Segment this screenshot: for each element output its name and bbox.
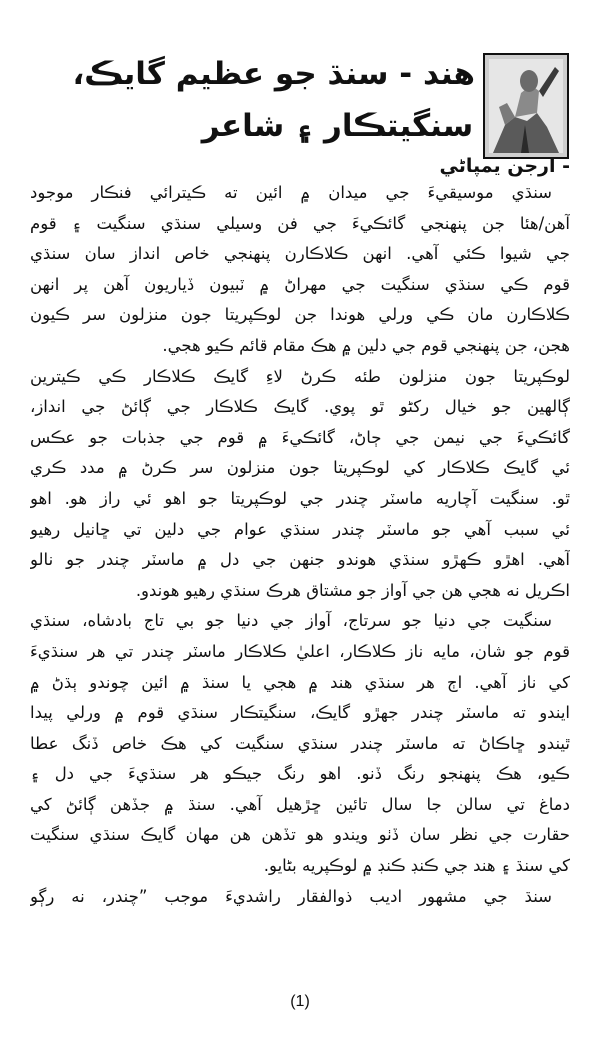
portrait-icon [485,55,567,157]
body-line: سنڌ جي مشهور اديب ذوالفقار راشديءَ موجب ”چندر، نه رڳو [30,886,552,906]
body-line: سنڌي موسيقيءَ جي ميدان ۾ ائين ته ڪيترائي فنڪار موجود [30,183,552,202]
body-line: حقارت جي نظر سان ڏٺو ويندو هو تڏهن هن مهان گايڪ سنڌي سنگيت [30,825,570,845]
body-line: ڪيو، هڪ پنهنجو رنگ ڏنو. اهو رنگ جيڪو هر سنڌيءَ جي دل ۽ [30,764,570,784]
body-line: ڳالهين جو خيال رکڻو ٿو پوي. گايڪ ڪلاڪار جي ڳائڻ جي انداز، [30,397,570,417]
body-line: سنگيت جي دنيا جو سرتاج، آواز جي دنيا جو بي تاج بادشاه، سنڌي [30,611,552,631]
body-line: ڪلاڪارن مان ڪي ورلي هوندا جن لوڪپريتا جون منزلون سر ڪيون [30,305,570,325]
body-line: قوم جو شان، مايه ناز ڪلاڪار، اعليٰ ڪلاڪار ماسٽر چندر تي هر سنڌيءَ [30,641,570,661]
author-portrait-photo [483,53,569,159]
body-line: ٿو. سنگيت آچاريه ماسٽر چندر جي لوڪپريتا جو اهو ئي راز هو. اهو [30,488,570,508]
article-title-line-1: هند - سنڌ جو عظيم گايڪ، [72,56,475,92]
body-line: کي سنڌ ۽ هند جي ڪنڊ ڪنڊ ۾ لوڪپريه بڻايو. [263,856,570,876]
body-line: کي ناز آهي. اڄ هر سنڌي هند ۾ هجي يا سنڌ ۾ ائين چوندو ٻڌڻ ۾ [30,672,570,692]
body-line: قوم ڪي سنڌي سنگيت جي مهراڻ ۾ ٽبيون ڏياريون آهن پر انهن [30,274,570,294]
body-line: جي شيوا ڪئي آهي. انهن ڪلاڪارن پنهنجي خاص انداز سان سنڌي [30,244,570,264]
article-body [30,178,570,912]
body-line: اڪريل نه هجي هن جي آواز جو مشتاق هرڪ سنڌي رهيو هوندو. [135,580,570,600]
author-byline: - ارجن يمپاڻي [439,155,570,177]
body-line: ٿيندو ڇاڪاڻ ته ماسٽر چندر سنڌي سنگيت کي هڪ خاص ڏنگ عطا [30,733,570,753]
body-line: گائڪيءَ جي نيمن جي ڄاڻ، گائڪيءَ ۾ قوم جي جذبات جو عڪس [30,427,570,447]
body-line: آهي. اهڙو ڪهڙو سنڌي هوندو جنهن جي دل ۾ ماسٽر چندر جو نالو [30,550,570,570]
article-title-line-2: سنگيتڪار ۽ شاعر [201,108,474,144]
body-line: لوڪپريتا جون منزلون طئه ڪرڻ لاءِ گايڪ ڪلاڪار ڪي ڪيترين [30,366,570,386]
page-number: (1) [290,993,310,1010]
body-line: ايندو ته ماسٽر چندر جهڙو گايڪ، سنگيتڪار سنڌي قوم ۾ ورلي پيدا [30,703,570,723]
body-line: ئي گايڪ ڪلاڪار کي لوڪپريتا جون منزلون سر ڪرڻ ۾ مدد ڪري [30,458,570,478]
body-line: ئي سبب آهي جو ماسٽر چندر سنڌي عوام جي دلين تي ڇانيل رهيو [30,519,570,539]
body-line: آهن/هئا جن پنهنجي گائڪيءَ جي فن وسيلي سنڌي سنگيت ۽ قوم [30,213,570,233]
body-line: دماغ تي سالن جا سال تائين ڇڙهيل آهي. سنڌ ۾ جڏهن ڳائڻ کي [30,794,570,814]
body-line: هجن، جن پنهنجي قوم جي دلين ۾ هڪ مقام قائم ڪيو هجي. [162,335,570,355]
